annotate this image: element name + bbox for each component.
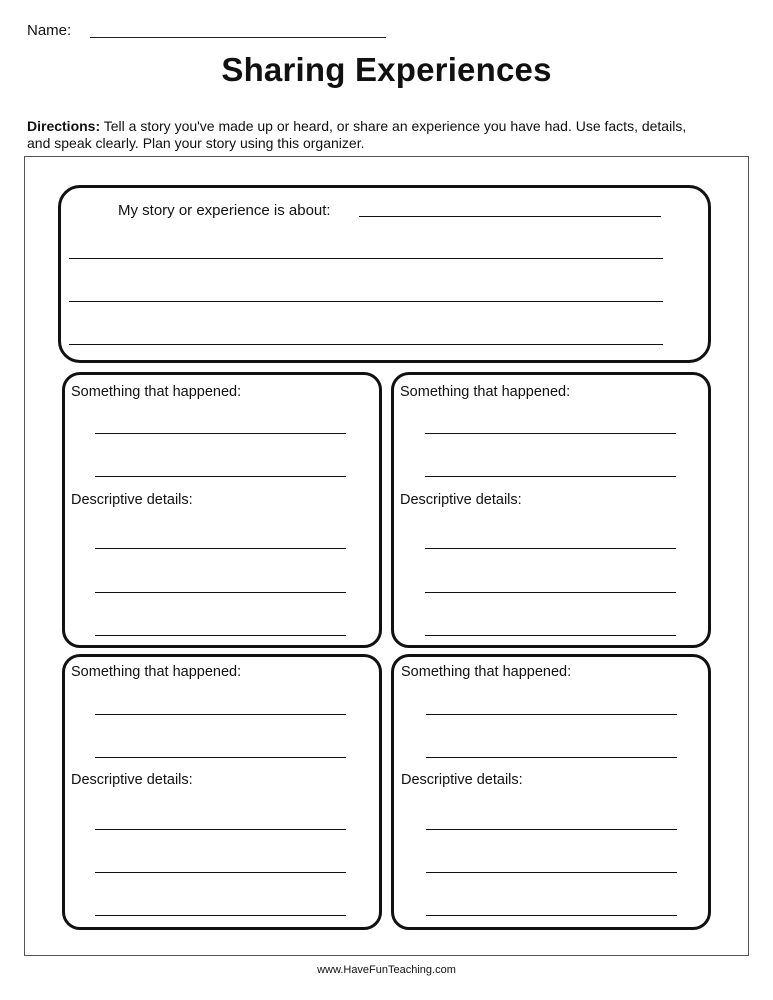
details-label: Descriptive details: (71, 772, 193, 788)
directions-label: Directions: (27, 118, 101, 134)
directions-line-1: Tell a story you've made up or heard, or share an experience you have had. Use facts, details, (103, 118, 687, 134)
details-write-line[interactable] (95, 915, 346, 916)
happened-label: Something that happened: (401, 664, 572, 680)
details-write-line[interactable] (95, 592, 346, 593)
page-title: Sharing Experiences (221, 51, 552, 88)
happened-write-line[interactable] (425, 433, 676, 434)
happened-write-line[interactable] (95, 433, 346, 434)
details-write-line[interactable] (95, 829, 346, 830)
event-box-3 (62, 654, 382, 930)
happened-label: Something that happened: (71, 384, 242, 400)
topic-write-line[interactable] (69, 258, 663, 259)
happened-write-line[interactable] (426, 757, 677, 758)
name-label: Name: (27, 22, 72, 39)
directions-line-2: and speak clearly. Plan your story using this organizer. (27, 135, 365, 151)
details-write-line[interactable] (426, 915, 677, 916)
details-label: Descriptive details: (400, 492, 522, 508)
details-write-line[interactable] (425, 635, 676, 636)
details-write-line[interactable] (425, 548, 676, 549)
happened-write-line[interactable] (426, 714, 677, 715)
happened-write-line[interactable] (95, 476, 346, 477)
details-write-line[interactable] (426, 872, 677, 873)
happened-label: Something that happened: (400, 384, 571, 400)
event-box-4 (391, 654, 711, 930)
details-label: Descriptive details: (71, 492, 193, 508)
happened-write-line[interactable] (425, 476, 676, 477)
happened-label: Something that happened: (71, 664, 242, 680)
event-box-2 (391, 372, 711, 648)
happened-write-line[interactable] (95, 757, 346, 758)
details-write-line[interactable] (95, 872, 346, 873)
details-write-line[interactable] (425, 592, 676, 593)
details-write-line[interactable] (95, 635, 346, 636)
details-write-line[interactable] (95, 548, 346, 549)
topic-write-line[interactable] (69, 301, 663, 302)
happened-write-line[interactable] (95, 714, 346, 715)
topic-write-line[interactable] (69, 344, 663, 345)
directions (27, 118, 752, 152)
topic-prompt: My story or experience is about: (118, 202, 331, 219)
topic-write-line[interactable] (359, 216, 661, 217)
footer-url: www.HaveFunTeaching.com (317, 964, 456, 976)
name-write-line[interactable] (90, 37, 386, 38)
event-box-1 (62, 372, 382, 648)
details-label: Descriptive details: (401, 772, 523, 788)
details-write-line[interactable] (426, 829, 677, 830)
